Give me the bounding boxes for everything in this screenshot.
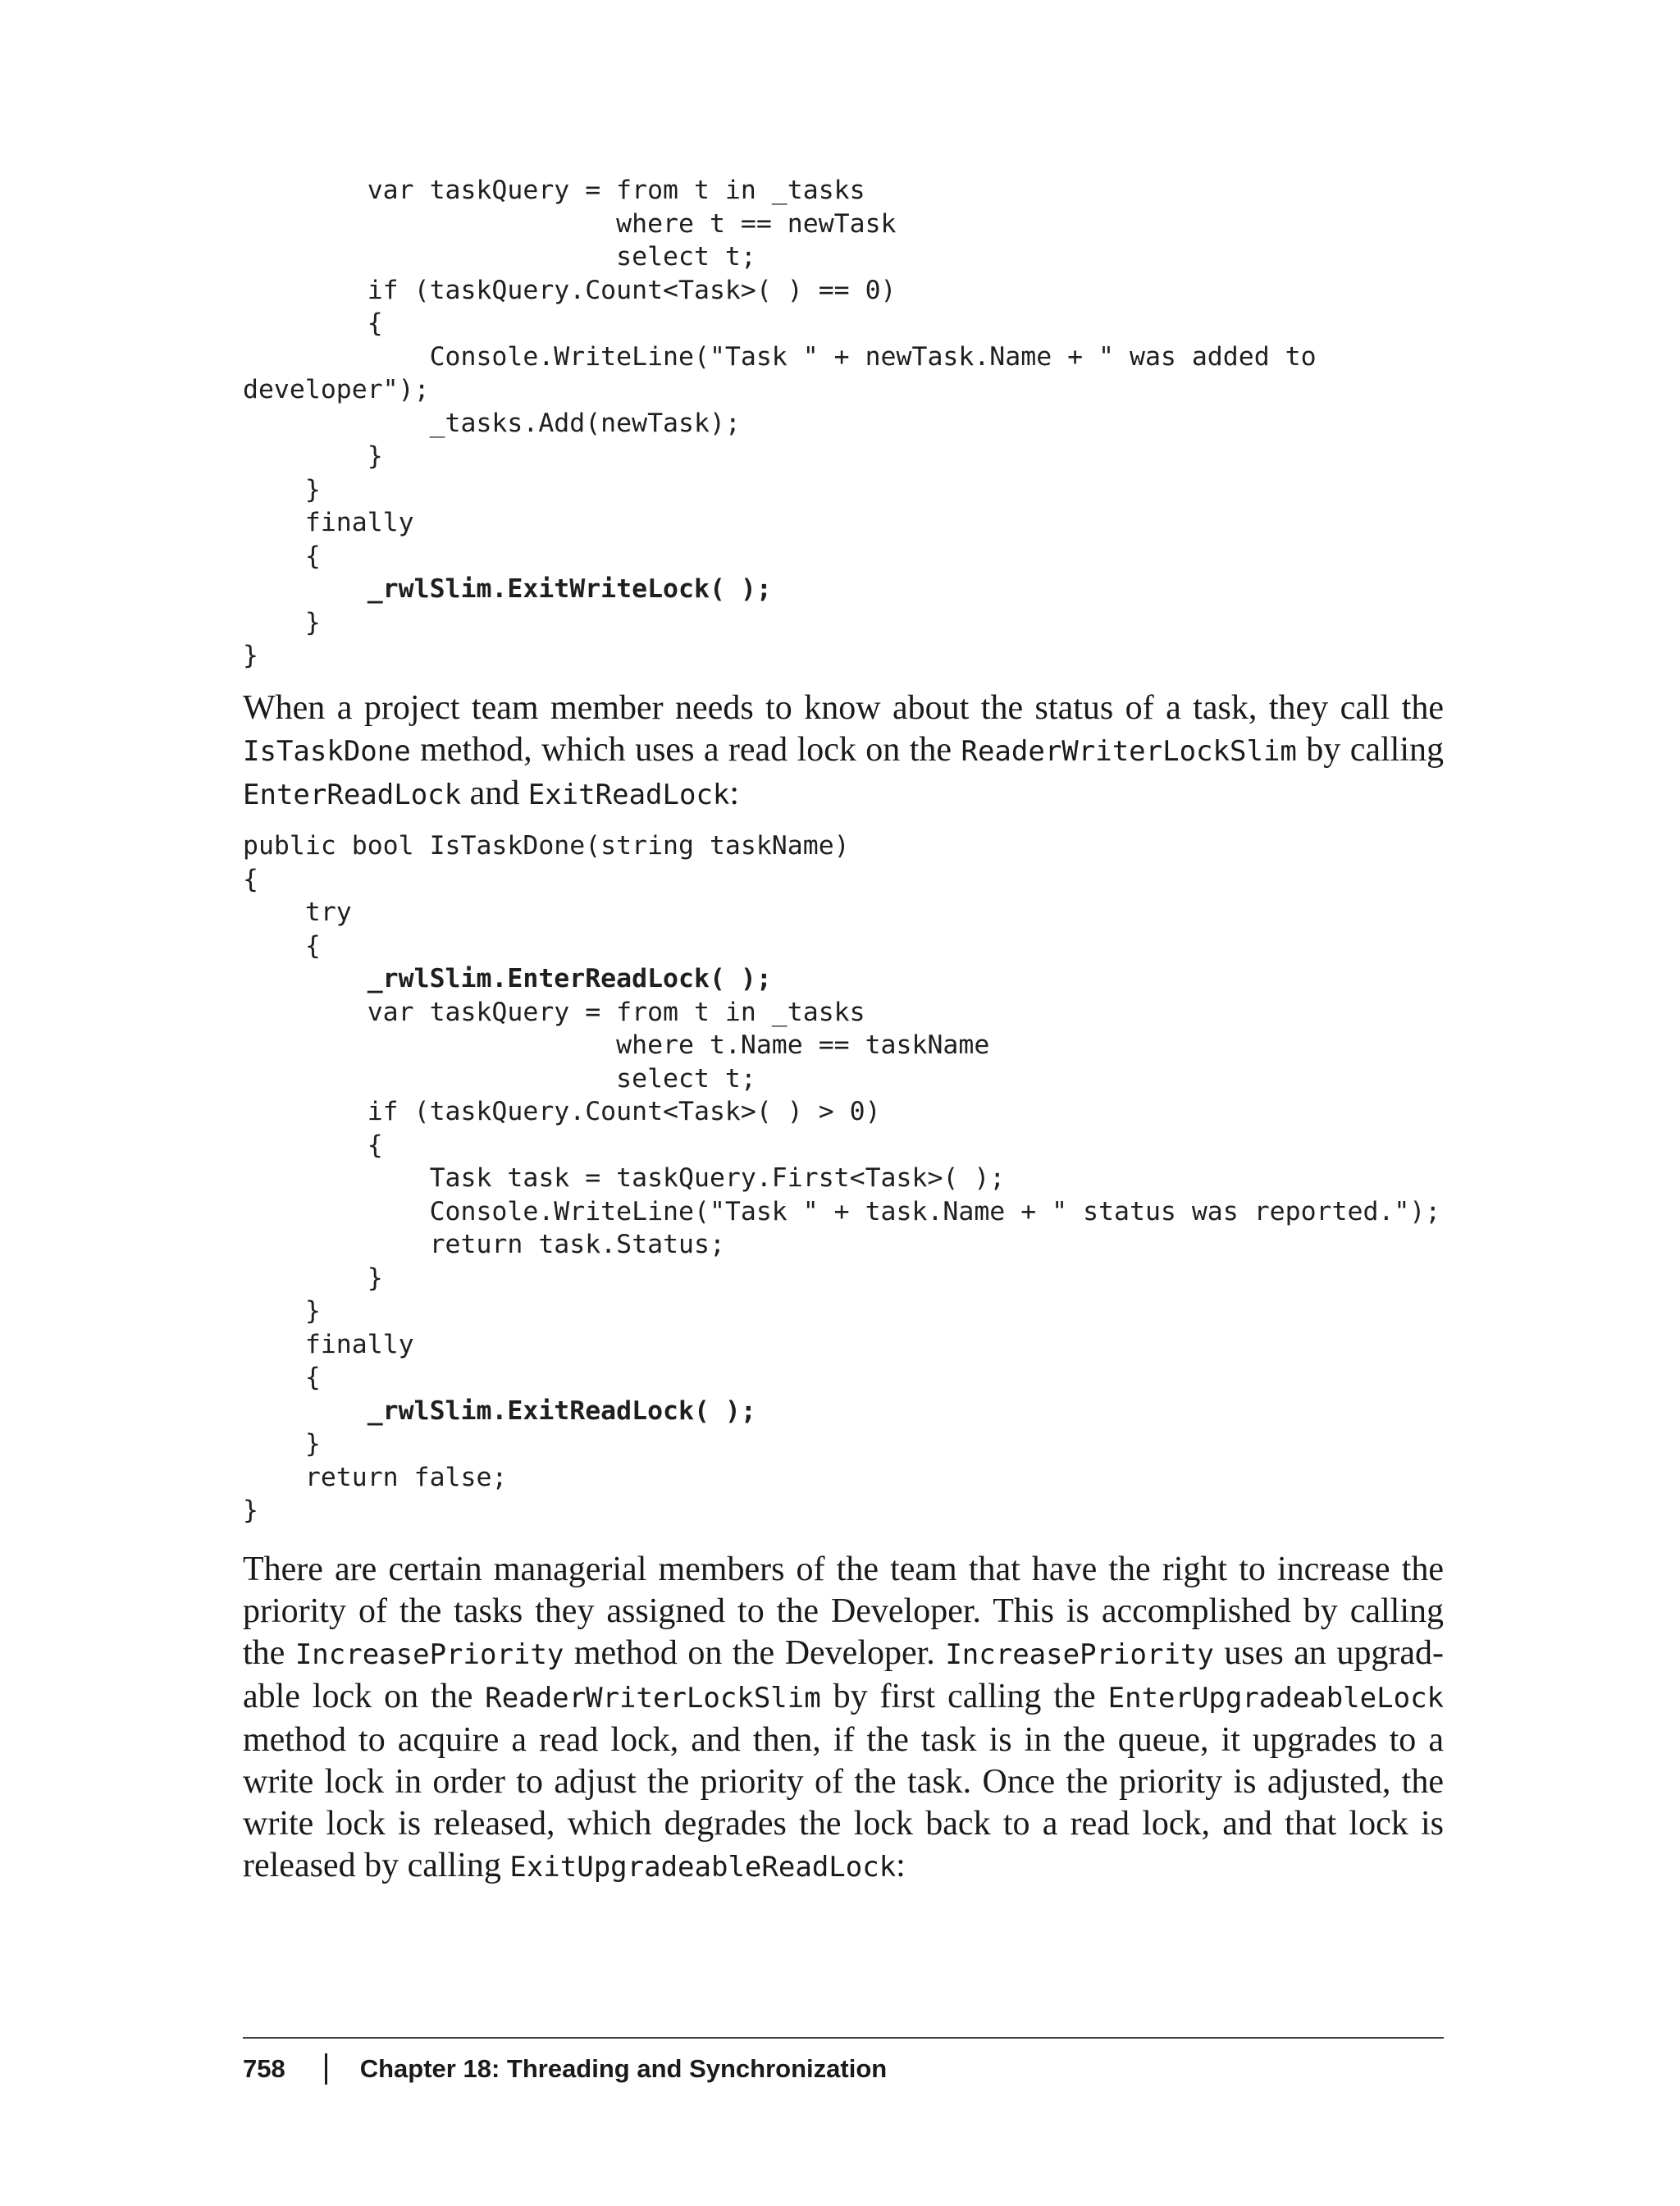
code-line: _rwlSlim.EnterReadLock( ); <box>243 964 772 993</box>
text-run: : <box>729 774 740 812</box>
inline-code: EnterUpgradeableLock <box>1107 1682 1445 1715</box>
code-line: { <box>243 1363 321 1392</box>
code-line: { <box>243 308 383 338</box>
inline-code: IsTaskDone <box>243 735 411 768</box>
code-line: } <box>243 607 321 637</box>
code-line: } <box>243 441 383 471</box>
footer-rule <box>243 2037 1444 2039</box>
inline-code: EnterReadLock <box>243 779 462 811</box>
code-line: _tasks.Add(newTask); <box>243 408 741 438</box>
text-run: by calling <box>1296 731 1445 769</box>
text-run: method, which uses a read lock on the <box>410 731 961 769</box>
page-footer <box>243 2048 887 2090</box>
code-line: if (taskQuery.Count<Task>( ) == 0) <box>243 275 897 305</box>
inline-code: ExitReadLock <box>527 779 730 811</box>
text-run: and <box>461 774 528 812</box>
code-line: var taskQuery = from t in _tasks <box>243 176 865 205</box>
code-line: _rwlSlim.ExitReadLock( ); <box>243 1395 756 1426</box>
text-run: When a project team member needs to know about the status of a task, they call the <box>243 689 1444 727</box>
page-number: 758 <box>243 2054 285 2083</box>
code-line: Task task = taskQuery.First<Task>( ); <box>243 1163 1006 1193</box>
code-line: where t.Name == taskName <box>243 1030 990 1060</box>
code-line: } <box>243 641 258 670</box>
text-run: by first calling the <box>820 1678 1108 1715</box>
code-line: var taskQuery = from t in _tasks <box>243 997 865 1027</box>
chapter-title: Chapter 18: Threading and Synchronization <box>359 2054 888 2083</box>
code-line: } <box>243 1429 321 1459</box>
text-run: method on the Developer. <box>564 1634 946 1672</box>
code-line: } <box>243 1263 383 1293</box>
code-line: { <box>243 864 258 894</box>
code-line: Console.WriteLine("Task " + task.Name + " status was reported."); <box>243 1196 1441 1226</box>
code-listing-is-task-done <box>243 829 1440 1528</box>
code-line: _rwlSlim.ExitWriteLock( ); <box>243 574 772 604</box>
text-run: : <box>896 1847 906 1884</box>
paragraph-upgradeable-lock-intro <box>243 1549 1444 1889</box>
text-run: method to acquire a read lock, and then, if the task is in the queue, it upgrades to a write lock in order to adjust the priority of the task. Once the priority is adjusted, the write lock is released, which degrades the lock back to a read lock, and that lock is released by calling <box>243 1721 1444 1884</box>
code-line: } <box>243 474 321 505</box>
code-line: return false; <box>243 1462 508 1492</box>
code-line: if (taskQuery.Count<Task>( ) > 0) <box>243 1097 881 1126</box>
text-run: There are certain managerial members of the team that have the right to increase the priority of the tasks they assigned to the Developer. This is accomplished by calling the <box>243 1551 1444 1672</box>
inline-code: IncreasePriority <box>294 1638 564 1671</box>
code-line: select t; <box>243 1063 756 1094</box>
inline-code: ReaderWriterLockSlim <box>961 735 1297 768</box>
code-line: developer"); <box>243 375 430 404</box>
code-line: where t == newTask <box>243 208 897 239</box>
text-run: uses an upgradable lock on the <box>243 1634 1444 1715</box>
inline-code: ExitUpgradeableReadLock <box>509 1851 897 1884</box>
code-line: finally <box>243 508 414 537</box>
code-line: } <box>243 1296 321 1326</box>
code-line: { <box>243 1130 383 1160</box>
code-line: Console.WriteLine("Task " + newTask.Name + " was added to <box>243 341 1317 372</box>
code-listing-write-lock <box>243 174 1317 673</box>
inline-code: IncreasePriority <box>945 1638 1214 1671</box>
code-line: public bool IsTaskDone(string taskName) <box>243 831 850 861</box>
inline-code: ReaderWriterLockSlim <box>485 1682 821 1715</box>
code-line: select t; <box>243 242 756 272</box>
code-line: return task.Status; <box>243 1230 725 1259</box>
code-line: { <box>243 930 321 961</box>
code-line: } <box>243 1496 258 1525</box>
code-line: { <box>243 541 321 571</box>
footer-separator <box>325 2053 327 2085</box>
code-line: try <box>243 897 352 927</box>
paragraph-read-lock-intro <box>243 687 1444 816</box>
code-line: finally <box>243 1329 414 1359</box>
